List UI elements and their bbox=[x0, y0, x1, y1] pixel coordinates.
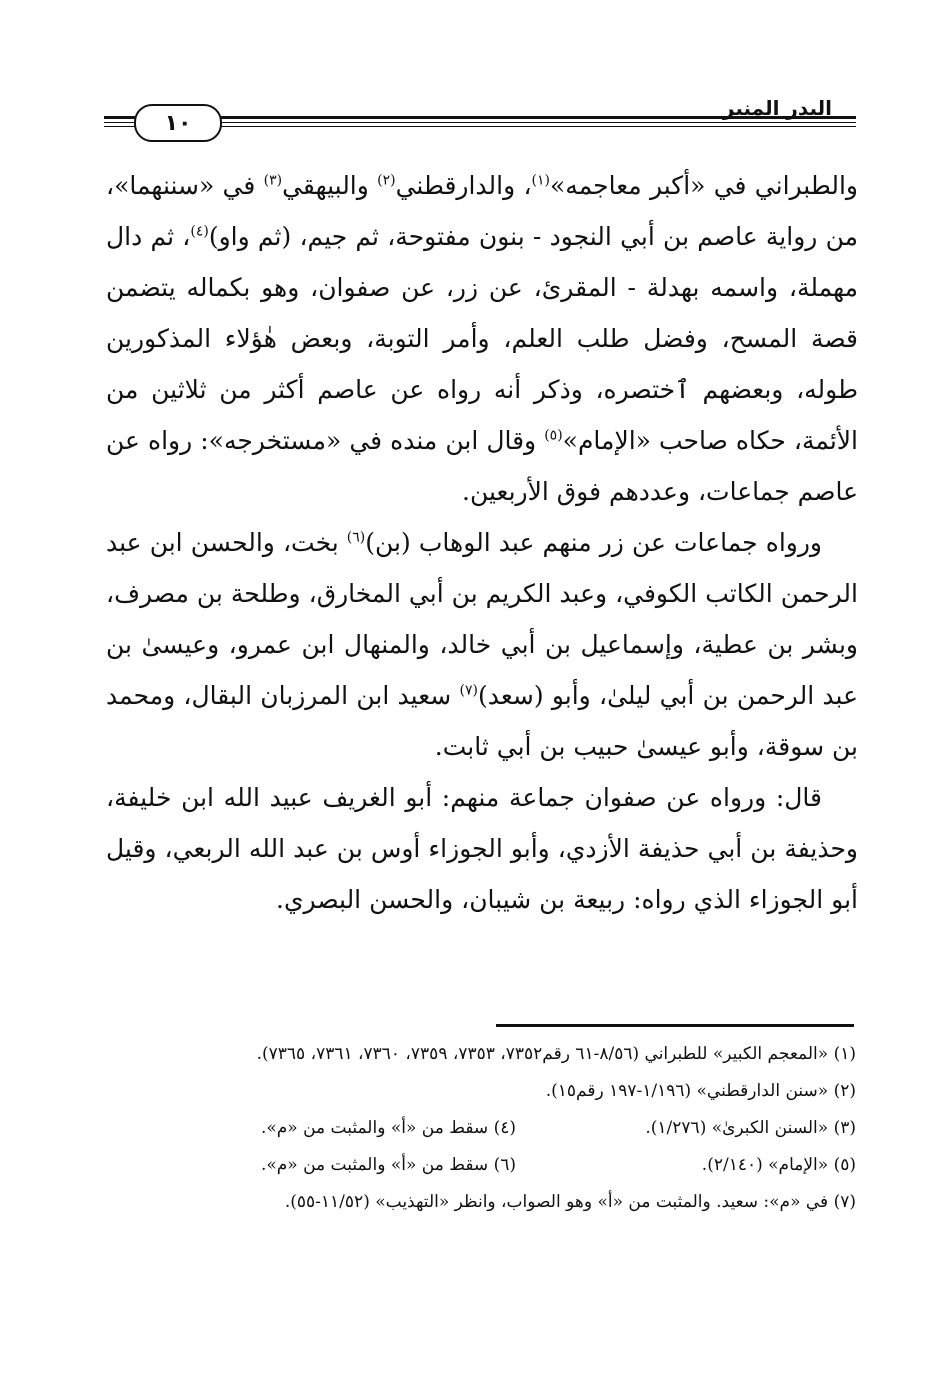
text-run: ، ثم دال مهملة، واسمه بهدلة - المقرئ، عن زر، عن صفوان، وهو بكماله يتضمن قصة المسح، وفضل طلب العلم، وأمر التوبة، وبعض هٰؤلاء المذكورين طوله، وبعضهم ٱختصره، وذكر أنه رواه عن عاصم أكثر من ثلاثين من الأئمة، حكاه صاحب «الإمام» bbox=[106, 222, 858, 455]
paragraph bbox=[106, 517, 858, 772]
text-run: ، والدارقطني bbox=[395, 171, 532, 200]
footnote-ref: (٦) bbox=[346, 529, 366, 546]
footnote-separator bbox=[496, 1024, 854, 1027]
footnote: (٥) «الإمام» (٢/١٤٠). bbox=[701, 1155, 856, 1175]
text-run: والطبراني في «أكبر معاجمه» bbox=[550, 171, 858, 200]
footnote-ref: (٣) bbox=[263, 172, 283, 189]
text-run: والبيهقي bbox=[282, 171, 378, 200]
text-run: وقال ابن منده في «مستخرجه»: رواه عن عاصم جماعات، وعددهم فوق الأربعين. bbox=[106, 426, 858, 506]
footnote: (١) «المعجم الكبير» للطبراني (٨/٥٦-٦١ رقم٧٣٥٢، ٧٣٥٣، ٧٣٥٩، ٧٣٦٠، ٧٣٦١، ٧٣٦٥). bbox=[256, 1044, 856, 1064]
text-run: في «سننهما»، من رواية عاصم بن أبي النجود - بنون مفتوحة، ثم جيم، (ثم واو) bbox=[106, 171, 858, 251]
running-title: البدر المنير bbox=[722, 96, 832, 120]
paragraph: قال: ورواه عن صفوان جماعة منهم: أبو الغريف عبيد الله ابن خليفة، وحذيفة بن أبي حذيفة الأزدي، وأبو الجوزاء أوس بن عبد الله الربعي، وقيل أبو الجوزاء الذي رواه: ربيعة بن شيبان، والحسن البصري. bbox=[106, 783, 858, 914]
footnote-ref: (٤) bbox=[190, 223, 209, 240]
footnote: (٣) «السنن الكبرىٰ» (١/٢٧٦). bbox=[645, 1118, 856, 1138]
footnote-ref: (٥) bbox=[544, 427, 563, 444]
footnote-row bbox=[104, 1110, 856, 1147]
footnote-row bbox=[104, 1147, 856, 1184]
footnote-ref: (٢) bbox=[377, 172, 396, 189]
main-text bbox=[106, 160, 858, 925]
paragraph bbox=[106, 160, 858, 517]
footnote-ref: (١) bbox=[531, 172, 551, 189]
footnote: (٢) «سنن الدارقطني» (١/١٩٦-١٩٧ رقم١٥). bbox=[545, 1081, 856, 1101]
footnote-ref: (٧) bbox=[459, 682, 478, 699]
footnotes bbox=[104, 1036, 856, 1221]
footnote: (٦) سقط من «أ» والمثبت من «م». bbox=[260, 1155, 516, 1175]
footnote: (٧) في «م»: سعيد. والمثبت من «أ» وهو الصواب، وانظر «التهذيب» (١١/٥٢-٥٥). bbox=[284, 1192, 856, 1212]
text-run: ورواه جماعات عن زر منهم عبد الوهاب (بن) bbox=[365, 528, 822, 557]
text-run: بخت، والحسن ابن عبد الرحمن الكاتب الكوفي، وعبد الكريم بن أبي المخارق، وطلحة بن مصرف، وبشر بن عطية، وإسماعيل بن أبي خالد، والمنهال ابن عمرو، وعيسىٰ بن عبد الرحمن بن أبي ليلىٰ، وأبو (سعد) bbox=[106, 528, 858, 710]
page-number: ١٠ bbox=[134, 104, 222, 142]
footnote: (٤) سقط من «أ» والمثبت من «م». bbox=[260, 1118, 516, 1138]
text-run: سعيد ابن المرزبان البقال، ومحمد بن سوقة، وأبو عيسىٰ حبيب بن أبي ثابت. bbox=[106, 681, 858, 761]
page-header bbox=[104, 92, 856, 142]
